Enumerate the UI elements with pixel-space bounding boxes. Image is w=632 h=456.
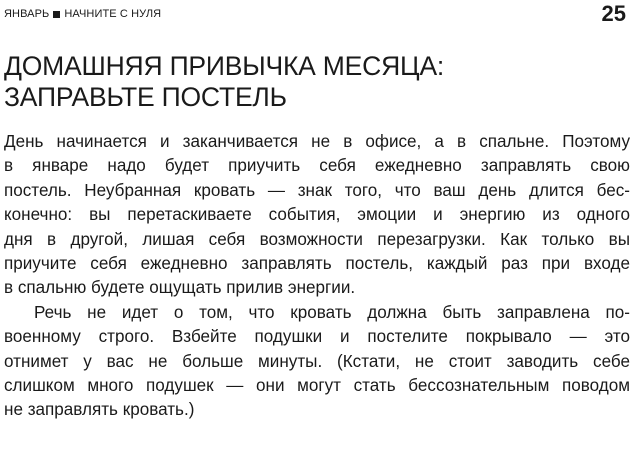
page-number: 25 [601,1,626,26]
title-line-1: ДОМАШНЯЯ ПРИВЫЧКА МЕСЯЦА: [4,51,445,81]
text-line: постель. Неубранная кровать — знак того, что ваш день длится бес- [4,180,630,200]
paragraph-2 [4,301,630,423]
paragraph-1 [4,130,630,301]
text-line: в спальню будете ощущать прилив энергии. [4,278,356,298]
text-line: отнимет у вас не больше минуты. (Кстати, не стоит заводить себе [4,351,630,371]
page-title [4,51,624,113]
text-line: в январе надо будет приучить себя ежедневно заправлять свою [4,156,630,176]
text-line: конечно: вы перетаскиваете события, эмоции и энергию из одного [4,205,630,225]
text-line: слишком много подушек — они могут стать бессознательным поводом [4,375,630,395]
text-line: День начинается и заканчивается не в офисе, а в спальне. Поэтому [4,132,630,151]
text-line: Речь не идет о том, что кровать должна быть заправлена по- [34,302,630,322]
text-line: не заправлять кровать.) [4,400,195,420]
body-text [4,130,630,423]
running-head [4,8,161,20]
section-label: ЯНВАРЬ [4,8,50,20]
text-line: военному строго. Взбейте подушки и постелите покрывало — это [4,327,630,347]
square-bullet-icon [53,11,60,18]
chapter-label: НАЧНИТЕ С НУЛЯ [64,8,162,20]
text-line: приучите себя ежедневно заправлять постель, каждый раз при входе [4,253,630,273]
text-line: дня в другой, лишая себя возможности перезагрузки. Как только вы [4,229,630,249]
title-line-2: ЗАПРАВЬТЕ ПОСТЕЛЬ [4,82,287,112]
